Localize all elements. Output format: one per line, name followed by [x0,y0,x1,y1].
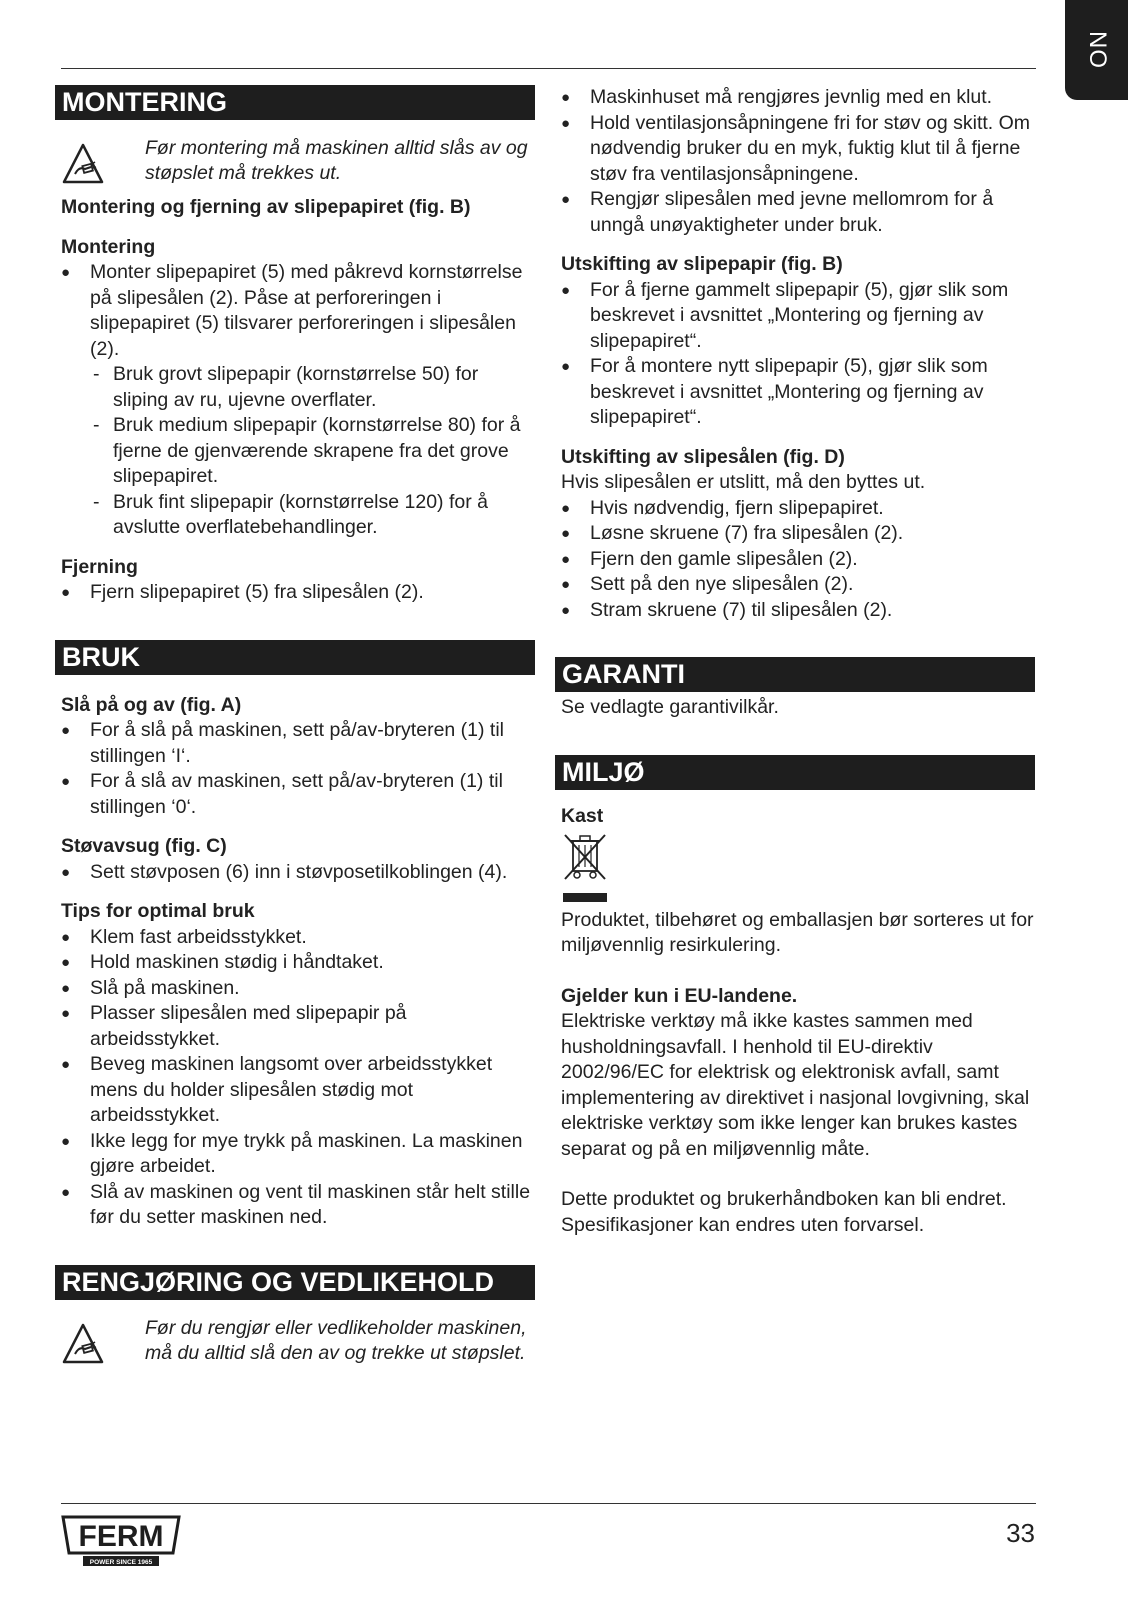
tips-list [55,925,535,1231]
right-column [555,85,1035,1238]
warning-text: Før montering må maskinen alltid slås av og støpslet må trekkes ut. [145,137,528,184]
list-item: ● Hold maskinen stødig i håndtaket. [55,950,535,976]
page-number: 33 [1006,1518,1035,1548]
subheading-montering: Montering [61,235,156,258]
section-heading-bruk: BRUK [55,640,535,675]
list-item: ● For å montere nytt slipepapir (5), gjør slik som beskrevet i avsnittet „Montering og fjerning av slipepapiret“. [555,354,1035,431]
section-heading-miljo: MILJØ [555,755,1035,790]
list-item: ● Fjern slipepapiret (5) fra slipesålen (2). [55,580,535,606]
logo-brand: FERM [78,1520,164,1553]
warning-block-montering [55,136,535,186]
warning-block-rengjoring [55,1316,535,1366]
logo-tagline: POWER SINCE 1965 [89,1559,153,1566]
list-item: ● Slå på maskinen. [55,976,535,1002]
list-item: ● Løsne skruene (7) fra slipesålen (2). [555,521,1035,547]
list-item: ● For å fjerne gammelt slipepapir (5), gjør slik som beskrevet i avsnittet „Montering og fjerning av slipepapiret“. [555,278,1035,355]
warning-text: Før du rengjør eller vedlikeholder maskinen, må du alltid slå den av og trekke ut støpslet. [145,1316,527,1364]
list-item: ● Stram skruene (7) til slipesålen (2). [555,598,1035,624]
language-code: NO [1083,31,1111,69]
list-item: ● Hold ventilasjonsåpningene fri for støv og skitt. Om nødvendig bruker du en myk, fuktig klut til å fjerne støv fra ventilasjonsåpningene. [555,111,1035,188]
on-off-list [55,718,535,820]
left-column [55,85,535,1366]
fjerning-list [55,580,535,606]
top-divider [61,68,1036,69]
warning-unplug-icon [61,1322,105,1366]
list-item: ● Hvis nødvendig, fjern slipepapiret. [555,496,1035,522]
cleaning-list [555,85,1035,238]
language-tab [1065,0,1128,100]
list-item: - Bruk fint slipepapir (kornstørrelse 120) for å avslutte overflatebehandlinger. [55,490,535,541]
montering-list [55,260,535,362]
list-item: ● Fjern den gamle slipesålen (2). [555,547,1035,573]
list-item: ● Sett på den nye slipesålen (2). [555,572,1035,598]
replace-paper-list [555,278,1035,431]
section-heading-garanti: GARANTI [555,657,1035,692]
subheading-on-off: Slå på og av (fig. A) [61,693,242,716]
weee-crossed-bin-icon [561,831,609,883]
weee-bar [563,893,607,902]
list-item: ● Maskinhuset må rengjøres jevnlig med en klut. [555,85,1035,111]
list-item: ● Sett støvposen (6) inn i støvposetilkoblingen (4). [55,860,535,886]
subheading-replace-paper: Utskifting av slipepapir (fig. B) [561,253,843,275]
change-notice: Dette produktet og brukerhåndboken kan bli endret. Spesifikasjoner kan endres uten forvarsel. [561,1188,1007,1236]
subheading-fjerning: Fjerning [61,555,138,578]
replace-sole-list [555,496,1035,624]
list-item: ● Plasser slipesålen med slipepapir på arbeidsstykket. [55,1001,535,1052]
subheading-eu: Gjelder kun i EU-landene. [561,984,798,1007]
garanti-text: Se vedlagte garantivilkår. [561,696,779,718]
list-item: - Bruk medium slipepapir (kornstørrelse 80) for å fjerne de gjenværende skrapene fra det grove slipepapiret. [55,413,535,490]
subheading-mount-remove: Montering og fjerning av slipepapiret (fig. B) [61,196,471,218]
subheading-replace-sole: Utskifting av slipesålen (fig. D) [561,445,845,468]
subheading-tips: Tips for optimal bruk [61,900,255,922]
subheading-dust: Støvavsug (fig. C) [61,835,227,857]
section-heading-montering: MONTERING [55,85,535,120]
list-item: ● Slå av maskinen og vent til maskinen står helt stille før du setter maskinen ned. [55,1180,535,1231]
subheading-kast: Kast [561,804,604,827]
list-item: ● Monter slipepapiret (5) med påkrevd kornstørrelse på slipesålen (2). Påse at perforeringen i slipepapiret (5) tilsvarer perforeringen i slipesålen (2). [55,260,535,362]
list-item: - Bruk grovt slipepapir (kornstørrelse 50) for sliping av ru, ujevne overflater. [55,362,535,413]
eu-text: Elektriske verktøy må ikke kastes sammen med husholdningsavfall. I henhold til EU-direktiv 2002/96/EC for elektrisk og elektronisk avfall, samt implementering av direktivet i nasjonal lovgivning, skal elektriske verktøy som ikke lenger kan brukes kastes separat og på en miljøvennlig måte. [561,1010,1030,1160]
replace-sole-intro: Hvis slipesålen er utslitt, må den byttes ut. [561,471,926,493]
section-heading-rengjoring: RENGJØRING OG VEDLIKEHOLD [55,1265,535,1300]
sorting-text: Produktet, tilbehøret og emballasjen bør sorteres ut for miljøvennlig resirkulering. [561,908,1034,956]
list-item: ● Ikke legg for mye trykk på maskinen. La maskinen gjøre arbeidet. [55,1129,535,1180]
list-item: ● Rengjør slipesålen med jevne mellomrom for å unngå unøyaktigheter under bruk. [555,187,1035,238]
bottom-divider [61,1503,1036,1504]
ferm-logo [61,1515,181,1567]
list-item: ● For å slå på maskinen, sett på/av-bryteren (1) til stillingen ‘I‘. [55,718,535,769]
grit-list [55,362,535,541]
list-item: ● For å slå av maskinen, sett på/av-bryteren (1) til stillingen ‘0‘. [55,769,535,820]
list-item: ● Beveg maskinen langsomt over arbeidsstykket mens du holder slipesålen stødig mot arbeidsstykket. [55,1052,535,1129]
warning-unplug-icon [61,142,105,186]
dust-list [55,860,535,886]
list-item: ● Klem fast arbeidsstykket. [55,925,535,951]
